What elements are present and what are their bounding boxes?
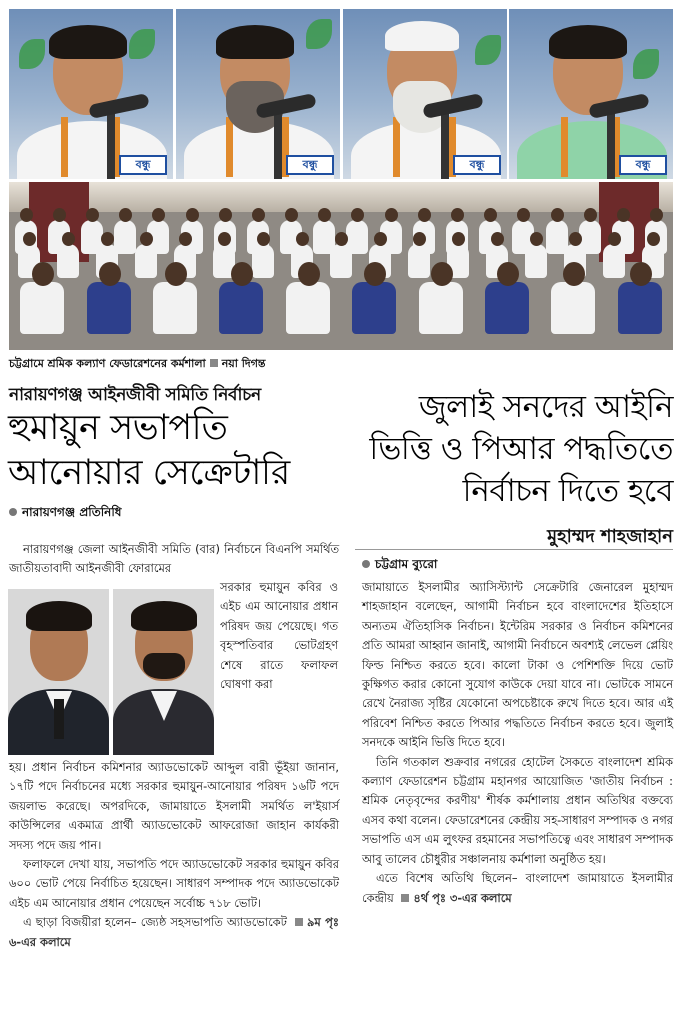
photo-caption [9,355,673,373]
byline-text: চট্টগ্রাম ব্যুরো [375,557,438,571]
paragraph: তিনি গতকাল শুক্রবার নগরের হোটেল সৈকতে বাংলাদেশ শ্রমিক কল্যাণ ফেডারেশন চট্টগ্রাম মহানগর আয়োজিত 'জাতীয় নির্বাচন : শ্রমিক নেতৃবৃন্দের করণীয়' শীর্ষক কর্মশালায় প্রধান অতিথির বক্তব্যে এসব কথা বলেন। ফেডারেশনের কেন্দ্রীয় সহ-সাধারণ সম্পাদক ও নগর সভাপতি এস এম লুৎফর রহমানের সভাপতিত্বে এবং সাধারণ সম্পাদক আবু তালেব চৌধুরীর সঞ্চালনায় কর্মশালা অনুষ্ঠিত হয়। [362,754,673,866]
left-article-lead [9,540,339,579]
paragraph [9,913,339,952]
paragraph [362,869,673,908]
left-article-body [9,758,339,952]
paragraph: হয়। প্রধান নির্বাচন কমিশনার অ্যাডভোকেট আব্দুল বারী ভূঁইয়া জানান, ১৭টি পদে নির্বাচনের মধ্যে সরকার হুমায়ুন-আনোয়ার পরিষদ ১৬টি পদে জয়লাভ করেছে। অপরদিকে, জামায়াতে ইসলামী সমর্থিত ল'ইয়ার্স কাউন্সিলের একমাত্র প্রার্থী অ্যাডভোকেট আফরোজা জাহান কার্যকরী সদস্য পদে জয় পান। [9,760,339,852]
divider [355,549,673,550]
left-article-kicker: নারায়ণগঞ্জ আইনজীবী সমিতি নির্বাচন [9,385,261,405]
paragraph-text: এতে বিশেষ অতিথি ছিলেন– বাংলাদেশ জামায়াতে ইসলামীর কেন্দ্রীয় [362,871,673,905]
speaker-photo-4 [509,9,673,179]
left-article-byline [9,504,122,524]
paragraph: ফলাফলে দেখা যায়, সভাপতি পদে অ্যাডভোকেট সরকার হুমায়ুন কবির ৬০০ ভোট পেয়ে নির্বাচিত হয়েছেন। সাধারণ সম্পাদক পদে অ্যাডভোকেট এইচ এম আনোয়ার প্রধান পেয়েছেন সর্বোচ্চ ৭১৮ ভোট। [9,857,339,910]
byline-text: নারায়ণগঞ্জ প্রতিনিধি [22,505,122,519]
speaker-photo-2 [176,9,340,179]
headline-line: জুলাই সনদের আইনি [418,389,673,425]
left-article-headline [8,406,343,496]
paragraph: নারায়ণগঞ্জ জেলা আইনজীবী সমিতি (বার) নির্বাচনে বিএনপি সমর্থিত জাতীয়তাবাদী আইনজীবী ফোরামের [9,542,339,576]
right-article-author: মুহাম্মদ শাহজাহান [547,526,673,547]
secretary-photo [113,589,214,755]
speaker-photo-3 [343,9,507,179]
square-bullet-icon [210,359,218,367]
paragraph: সরকার হুমায়ুন কবির ও এইচ এম আনোয়ার প্রধান পরিষদ জয় পেয়েছে। গত বৃহস্পতিবার ভোটগ্রহণ শেষে রাতে ফলাফল ঘোষণা করা [220,580,338,692]
square-bullet-icon [295,918,303,926]
banner-board: বন্ধু [453,155,501,175]
president-photo [8,589,109,755]
square-bullet-icon [401,894,409,902]
headline-line: আনোয়ার সেক্রেটারি [8,453,290,493]
right-article-body [362,578,673,908]
paragraph-text: এ ছাড়া বিজয়ীরা হলেন– জ্যেষ্ঠ সহসভাপতি অ্যাডভোকেট [23,915,287,930]
right-article-headline [355,386,673,512]
bullet-icon [362,560,370,568]
headline-line: ভিত্তি ও পিআর পদ্ধতিতে [369,431,673,467]
caption-text: চট্টগ্রামে শ্রমিক কল্যাণ ফেডারেশনের কর্মশালা [9,357,206,370]
banner-board: বন্ধু [119,155,167,175]
caption-credit: নয়া দিগন্ত [221,357,266,370]
headline-line: নির্বাচন দিতে হবে [462,473,673,509]
left-article-beside-photos [220,578,338,694]
continued-on-page: ৯ম পৃঃ ৬-এর কলামে [9,915,339,949]
bullet-icon [9,508,17,516]
banner-board: বন্ধু [286,155,334,175]
continued-on-page: ৪র্থ পৃঃ ৩-এর কলামে [413,890,512,905]
workshop-hall-photo [9,182,673,350]
right-article-byline [362,556,437,576]
banner-board: বন্ধু [619,155,667,175]
paragraph: জামায়াতে ইসলামীর অ্যাসিস্ট্যান্ট সেক্রেটারি জেনারেল মুহাম্মদ শাহজাহান বলেছেন, আগামী নির্বাচন হবে বাংলাদেশের ইতিহাসে অন্যতম ঐতিহাসিক নির্বাচন। ইন্টেরিম সরকার ও নির্বাচন কমিশনের প্রতি আমরা আহ্বান জানাই, আগামী নির্বাচনে অবশ্যই লেভেল প্লেয়িং ফিল্ড নিশ্চিত করতে হবে। কালো টাকা ও পেশিশক্তি দিয়ে ভোট কুক্ষিগত করার কোনো সুযোগ কাউকে দেয়া যাবে না। ভোটকে সামনে রেখে নৈরাজ্য সৃষ্টির যেকোনো অপচেষ্টাকে রুখে দিতে হবে। আর এই পরিবেশ নিশ্চিত করতে পিআর পদ্ধতিতে নির্বাচন করতে হবে। জুলাই সনদকে আইনি ভিত্তি দিতে হবে। [362,580,673,750]
speaker-photo-1 [9,9,173,179]
headline-line: হুমায়ুন সভাপতি [8,408,228,448]
